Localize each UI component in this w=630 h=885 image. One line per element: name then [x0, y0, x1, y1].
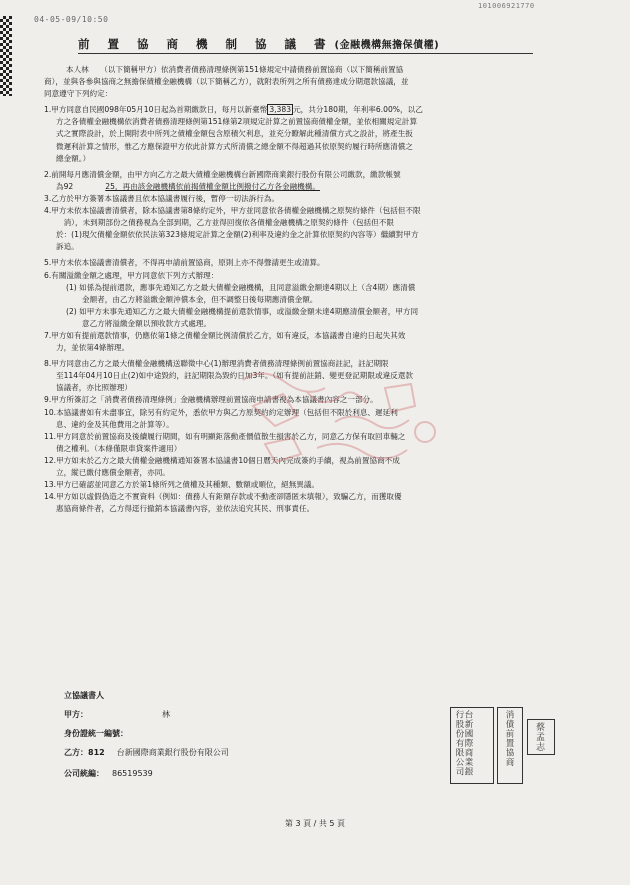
party-a-name: 林: [162, 710, 170, 719]
company-no-row: 公司統編： 86519539: [64, 769, 153, 778]
clause-line: 訴追。: [56, 242, 79, 252]
intro-line: 本人林 （以下簡稱甲方）依消費者債務清理條例第151條規定中請債務前置協商（以下簡稱前置協: [66, 65, 404, 74]
fax-timestamp: 04-05-09/10:50: [34, 15, 109, 24]
account-suffix: 25，再由該金融機構依前揭債權金額比例撥付乙方各金融機構。: [105, 181, 320, 191]
clause-6-item: 金額者，由乙方將溢繳金額沖償本金，但不調整日後每期應清償金額。: [82, 294, 318, 304]
clause-1-line: 方之各債權金融機構依消費者債務清理條例第151條第2項規定計算之前置協商債權金額，並依相關規定計算: [56, 117, 418, 127]
clause-8-line: 8.甲方同意由乙方之最大債權金融機構送聯徵中心(1)辦理消費者債務清理條例前置協商註記，註記期限: [44, 359, 389, 369]
clause-line: 10.本協議書如有未盡事宜，除另有約定外，悉依甲方與乙方原契約約定辦理（包括但不限於利息、遲延利: [44, 407, 398, 417]
title-main: 前 置 協 商 機 制 協 議 書: [78, 37, 333, 51]
party-b-name: 台新國際商業銀行股份有限公司: [116, 748, 229, 757]
clause-6-item: (1) 如係為提前還款，應事先通知乙方之最大債權金融機構，且同意溢繳金額達4期以上（含4期）應清償: [66, 282, 416, 292]
clause-2-line: 為92 25，再由該金融機構依前揭債權金額比例撥付乙方各金融機構。: [56, 181, 320, 191]
clause-line: 債之權利。（本條僅限車貸案件適用）: [56, 443, 182, 453]
clause-line: 12.甲方如未於乙方之最大債權金融機構通知簽署本協議書10個日曆天內完成簽約手續，視為前置協商不成: [44, 455, 400, 465]
signatory-heading: 立協議書人: [64, 691, 104, 700]
clause-line: 4.甲方未依本協議書清償者，除本協議書第8條約定外，甲方並同意依各債權金融機構之原契約條件（包括但不限: [44, 206, 421, 216]
clause-7-line: 力，並依第4條辦理。: [56, 343, 130, 353]
clause-6-item: 意乙方將溢繳金額以預收款方式處理。: [82, 318, 212, 328]
clause-line: 11.甲方同意於前置協商及後續履行期間，如有明顯鉅落動產價值散生損害於乙方，同意乙方保有取回車輛之: [44, 431, 406, 441]
intro-line: 同意遵守下列約定：: [44, 89, 113, 99]
company-number: 86519539: [112, 769, 153, 778]
doc-serial: 101006921770: [478, 2, 535, 10]
personal-seal: 蔡孟志: [527, 719, 555, 755]
clause-line: 13.甲方已確認並同意乙方於第1條所列之債權及其種類、數額或順位，絕無異議。: [44, 480, 320, 490]
clause-6-head: 6.有關溢繳金額之處理，甲方同意依下列方式辦理：: [44, 270, 219, 280]
monthly-amount: 3,383: [269, 105, 292, 115]
clause-8-line: 至114年04月10日止(2)如中途毀約，註記期限為毀約日加3年。（如有提前註銷、變更登記期限或違反還款: [56, 371, 413, 381]
page-title: [78, 36, 558, 52]
department-seal: 消債前置協商: [497, 707, 523, 784]
clause-1-line: 微遲利計算之情形，惟乙方應保證甲方依此計算方式所清償之總金額不得超過其依原契約履行時所應清償之: [56, 141, 413, 151]
clause-1-line: 1.甲方同意自民國098年05月10日起為首期繳款日，每月以新臺幣 3,383 元，共分180期，年利率6.00%，以乙: [44, 105, 423, 115]
clause-1-line: 式之實際設計，於上開附表中所列之債權金額包含原積欠利息，並充分瞭解此種清償方式之設計，將產生扳: [56, 129, 413, 139]
id-number-row: 身份證統一編號：: [64, 729, 128, 738]
clause-2-line: 2.前開每月應清償金額，由甲方向乙方之最大債權金融機構台新國際商業銀行股份有限公司繳款，繳款帳號: [44, 169, 401, 179]
title-subtitle: (金融機構無擔保債權): [334, 40, 440, 51]
intro-line: 商），並與各參與協商之無擔保債權金融機構（以下簡稱乙方），就附表所列之所有債務達成分期還款協議，並: [44, 77, 409, 87]
clause-line: 立，縱已繳付應償金額者，亦同。: [56, 468, 170, 477]
page-number: 第 3 頁 / 共 5 頁: [284, 819, 346, 828]
bank-seal: 台新國際商業銀行股份有限公司: [450, 707, 494, 784]
clause-line: 5.甲方未依本協議書清償者，不得再申請前置協商，原則上亦不得聲請更生或清算。: [44, 258, 325, 268]
clause-line: 息、違約金及其他費用之計算等）。: [56, 419, 174, 429]
party-b-row: 乙方：812 台新國際商業銀行股份有限公司: [64, 748, 229, 757]
fax-marker: [0, 16, 12, 96]
clause-line: 於：(1)現欠債權金額依依民法第323條規定計算之金額(2)利率及違約金之計算依原契約內容等）繼續對甲方: [56, 230, 419, 240]
clause-line: 3.乙方於甲方簽署本協議書且依本協議書履行後，暫停一切法訴行為。: [44, 193, 280, 203]
clause-8-line: 協議者，亦比照辦理）: [56, 383, 132, 393]
clause-6-item: (2) 如甲方未事先通知乙方之最大債權金融機構提前還款情事，或溢繳金額未達4期應清償金額者，甲方同: [66, 306, 419, 316]
clause-1-line: 總金額。）: [56, 153, 91, 163]
clause-line: 消），未到期部份之債務視為全部到期，乙方並得回復依各債權金融機構之原契約條件（包括但不限: [56, 218, 394, 228]
clause-line: 惠協商條件者，乙方得逕行撤銷本協議書內容，並依法追究其民、刑事責任。: [56, 504, 315, 514]
party-a-row: 甲方： 林: [64, 710, 170, 719]
title-underline: [78, 53, 533, 54]
agreement-body: [44, 64, 602, 515]
clause-line: 14.甲方如以虛假偽造之不實資料（例如：債務人有鉅額存款或不動產卻隱匿未填報），致騙乙方，而獲取優: [44, 492, 402, 502]
clause-7-line: 7.甲方如有提前還款情事，仍應依第1條之債權金額比例清償於乙方，如有違反，本協議書自違約日起失其效: [44, 330, 406, 340]
clause-line: 9.甲方所簽訂之「消費者債務清理條例」金融機構辦理前置協商申請書視為本協議書內容之一部分。: [44, 395, 378, 405]
